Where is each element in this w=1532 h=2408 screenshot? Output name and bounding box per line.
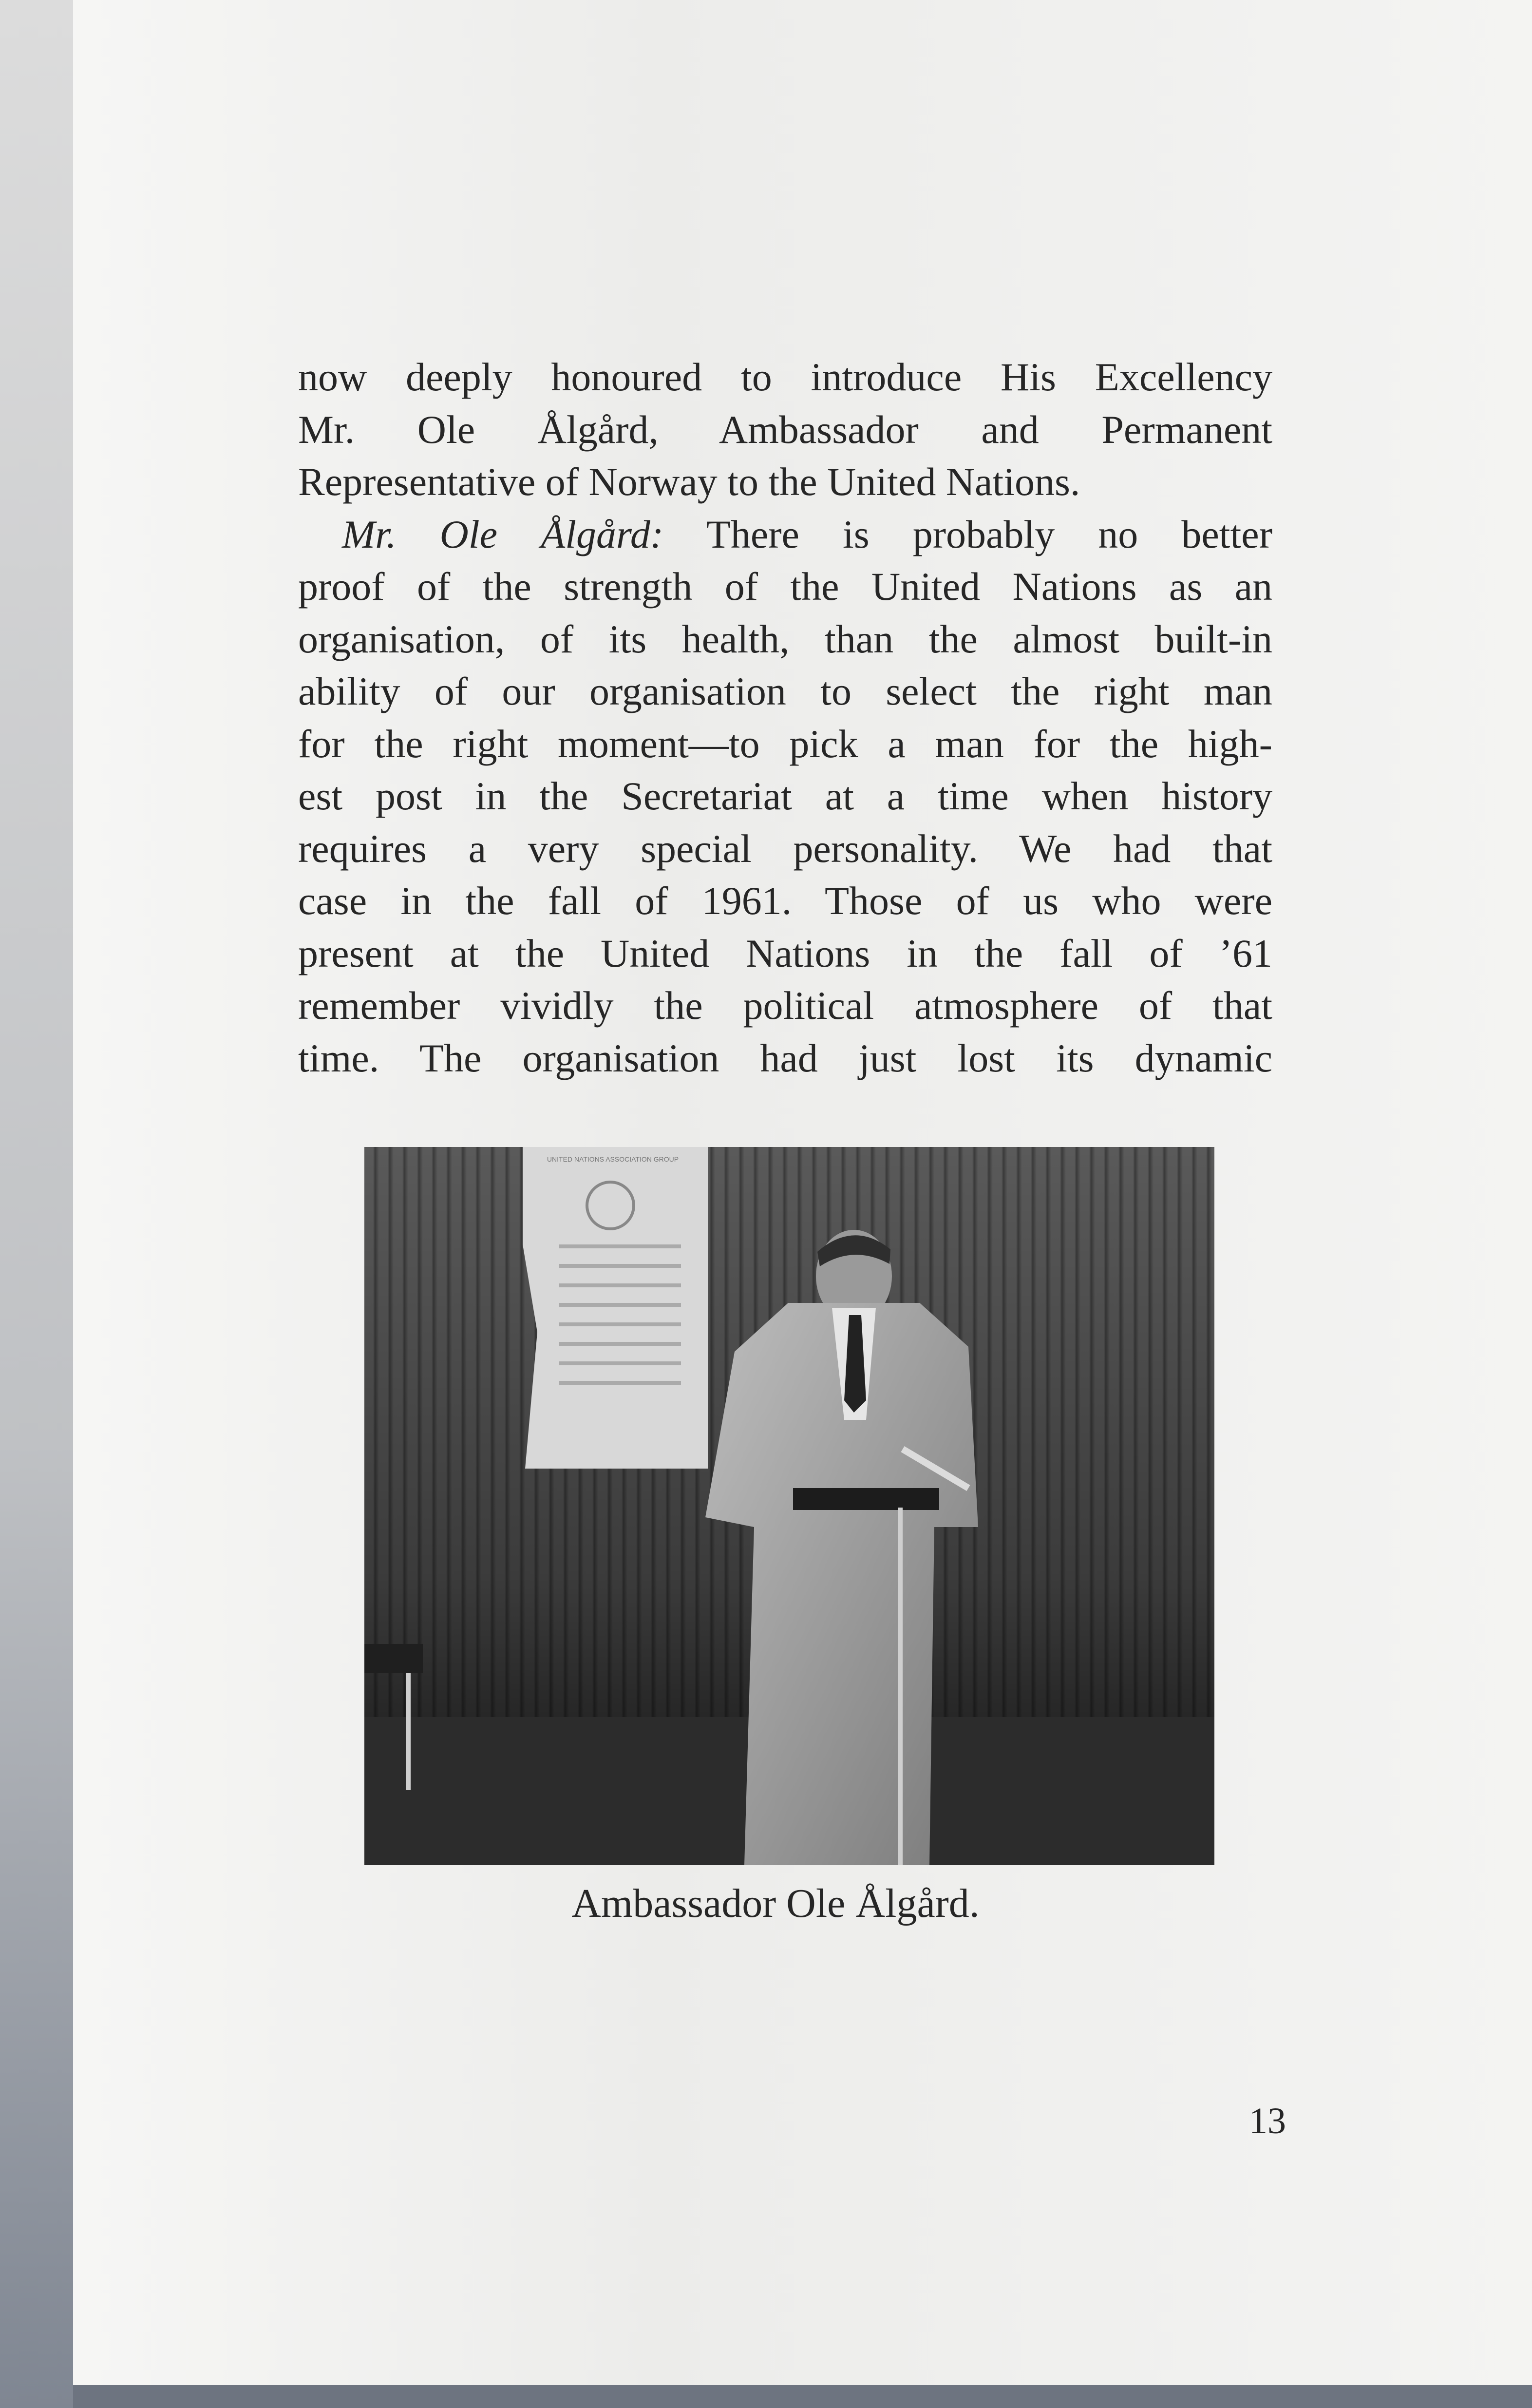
speech-start: There is probably no better xyxy=(706,512,1272,556)
body-text xyxy=(298,351,1272,1084)
text-line: est post in the Secretariat at a time when history xyxy=(298,774,1272,818)
scan-edge xyxy=(0,0,73,2408)
photo-caption: Ambassador Ole Ålgård. xyxy=(571,1881,980,1926)
page-number: 13 xyxy=(1249,2101,1286,2141)
photo-illustration xyxy=(364,1147,1214,1865)
text-line: requires a very special personality. We had that xyxy=(298,826,1272,871)
text-line: remember vividly the political atmosphere of that xyxy=(298,983,1272,1028)
text-line: ability of our organisation to select the right man xyxy=(298,669,1272,713)
text-line: time. The organisation had just lost its dynamic xyxy=(298,1035,1272,1080)
speech-intro-line xyxy=(298,508,1272,561)
text-line: organisation, of its health, than the almost built-in xyxy=(298,616,1272,661)
text-line: for the right moment—to pick a man for the high- xyxy=(298,721,1272,766)
banner-text: UNITED NATIONS ASSOCIATION GROUP xyxy=(547,1155,679,1163)
text-line: case in the fall of 1961. Those of us who were xyxy=(298,879,1272,923)
photograph-speaker xyxy=(364,1147,1214,1865)
text-line: Mr. Ole Ålgård, Ambassador and Permanent xyxy=(298,407,1272,452)
un-banner xyxy=(523,1147,708,1469)
text-line: now deeply honoured to introduce His Excellency xyxy=(298,355,1272,399)
speaker-name: Mr. Ole Ålgård: xyxy=(342,512,664,556)
text-line: present at the United Nations in the fall of ’61 xyxy=(298,931,1272,975)
text-line: Representative of Norway to the United Nations. xyxy=(298,459,1080,504)
text-line: proof of the strength of the United Nations as an xyxy=(298,564,1272,609)
